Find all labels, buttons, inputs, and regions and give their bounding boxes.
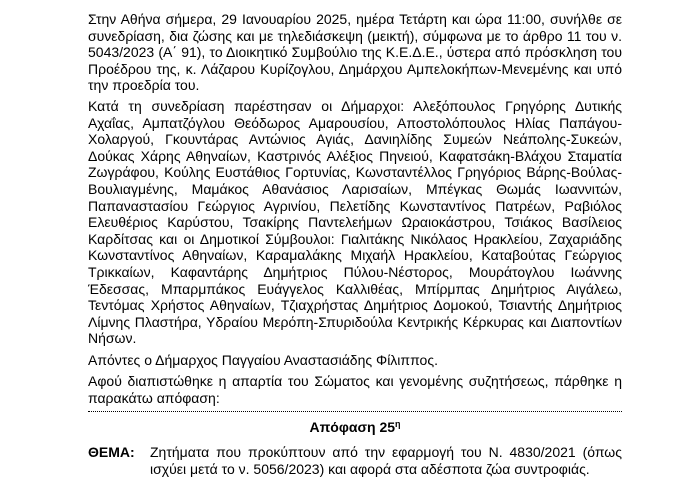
text-line: Νήσων. (88, 330, 137, 347)
decision-title-superscript: η (395, 419, 401, 429)
text-line: συνεδρίαση, δια ζώσης και με τηλεδιάσκεψη (μεικτή), σύμφωνα με το άρθρο 11 του ν. (88, 27, 622, 44)
text-line: Καρδίτσας και οι Δημοτικοί Σύμβουλοι: Γιαλιτάκης Νικόλαος Ηρακλείου, Ζαχαριάδης (88, 230, 622, 247)
text-line: παρακάτω απόφαση: (88, 389, 220, 406)
subject-block (88, 444, 622, 477)
text-line: Παπαναστασίου Γεώργιος Αγρινίου, Πελετίδης Κωνσταντίνος Πατρέων, Ραβιόλος (88, 197, 622, 214)
subject-line: ισχύει μετά το ν. 5056/2023) και αφορά στα αδέσποτα ζώα συντροφιάς. (150, 460, 590, 477)
text-line: Βουλιαγμένης, Μαμάκος Αθανάσιος Λαρισαίων, Μπέγκας Θωμάς Ιωαννιτών, (88, 180, 622, 197)
text-line: Στην Αθήνα σήμερα, 29 Ιανουαρίου 2025, ημέρα Τετάρτη και ώρα 11:00, συνήλθε σε (88, 11, 622, 27)
paragraph-absentees (88, 352, 622, 369)
subject-label: ΘΕΜΑ: (88, 444, 135, 460)
text-line: Χολαργού, Γκουντάρας Αντώνιος Αγιάς, Δανιηλίδης Συμεών Νεάπολης-Συκεών, (88, 131, 622, 148)
text-line: την προεδρία του. (88, 77, 200, 94)
text-line: Ζωγράφου, Κούλης Ευστάθιος Γορτυνίας, Κωνσταντέλλος Γρηγόριος Βάρης-Βούλας- (88, 164, 622, 181)
paragraph-meeting-intro (88, 11, 622, 94)
text-line: Έδεσσας, Μπαρμπάκος Ευάγγελος Καλλιθέας, Μπίρμπας Δημήτριος Αιγάλεω, (88, 280, 622, 297)
text-line: Κατά τη συνεδρίαση παρέστησαν οι Δήμαρχοι: Αλεξόπουλος Γρηγόρης Δυτικής (88, 98, 622, 114)
text-line: Τεντόμας Χρήστος Αθηναίων, Τζιαχρήστας Δημήτριος Δομοκού, Τσιαντής Δημήτριος (88, 297, 622, 314)
text-line: Λίμνης Πλαστήρα, Υδραίου Μερόπη-Σπυριδούλα Κεντρικής Κέρκυρας και Διαποντίων (88, 313, 622, 330)
subject-line: Ζητήματα που προκύπτουν από την εφαρμογή του Ν. 4830/2021 (όπως (150, 444, 622, 460)
paragraph-quorum (88, 373, 622, 406)
decision-title-text: Απόφαση 25 (309, 419, 396, 435)
text-line: Τρικκαίων, Καφαντάρης Δημήτριος Πύλου-Νέστορος, Μουράτογλου Ιωάννης (88, 263, 622, 280)
text-line: Αχαΐας, Αμπατζόγλου Θεόδωρος Αμαρουσίου, Αποστολόπουλος Ηλίας Παπάγου- (88, 114, 622, 131)
text-line: Δούκας Χάρης Αθηναίων, Καστρινός Αλέξιος Πηνειού, Καφατσάκη-Βλάχου Σταματία (88, 147, 622, 164)
text-line: Απόντες ο Δήμαρχος Παγγαίου Αναστασιάδης Φίλιππος. (88, 352, 438, 368)
decision-title (88, 416, 622, 436)
paragraph-attendees (88, 98, 622, 347)
text-line: 5043/2023 (Α΄ 91), το Διοικητικό Συμβούλιο της Κ.Ε.Δ.Ε., ύστερα από πρόσκληση του (88, 44, 622, 61)
text-line: Προέδρου της, κ. Λάζαρου Κυρίζογλου, Δημάρχου Αμπελοκήπων-Μενεμένης και υπό (88, 60, 622, 77)
text-line: Ελευθέριος Καρύστου, Τσακίρης Παντελεήμων Ωραιοκάστρου, Τσιάκος Βασίλειος (88, 214, 622, 231)
dotted-separator (88, 411, 622, 412)
text-line: Κωνσταντίνος Αθηναίων, Καραμαλάκης Μιχαήλ Ηρακλείου, Καταβούτας Γεώργιος (88, 247, 622, 264)
text-line: Αφού διαπιστώθηκε η απαρτία του Σώματος και γενομένης συζητήσεως, πάρθηκε η (88, 373, 622, 389)
